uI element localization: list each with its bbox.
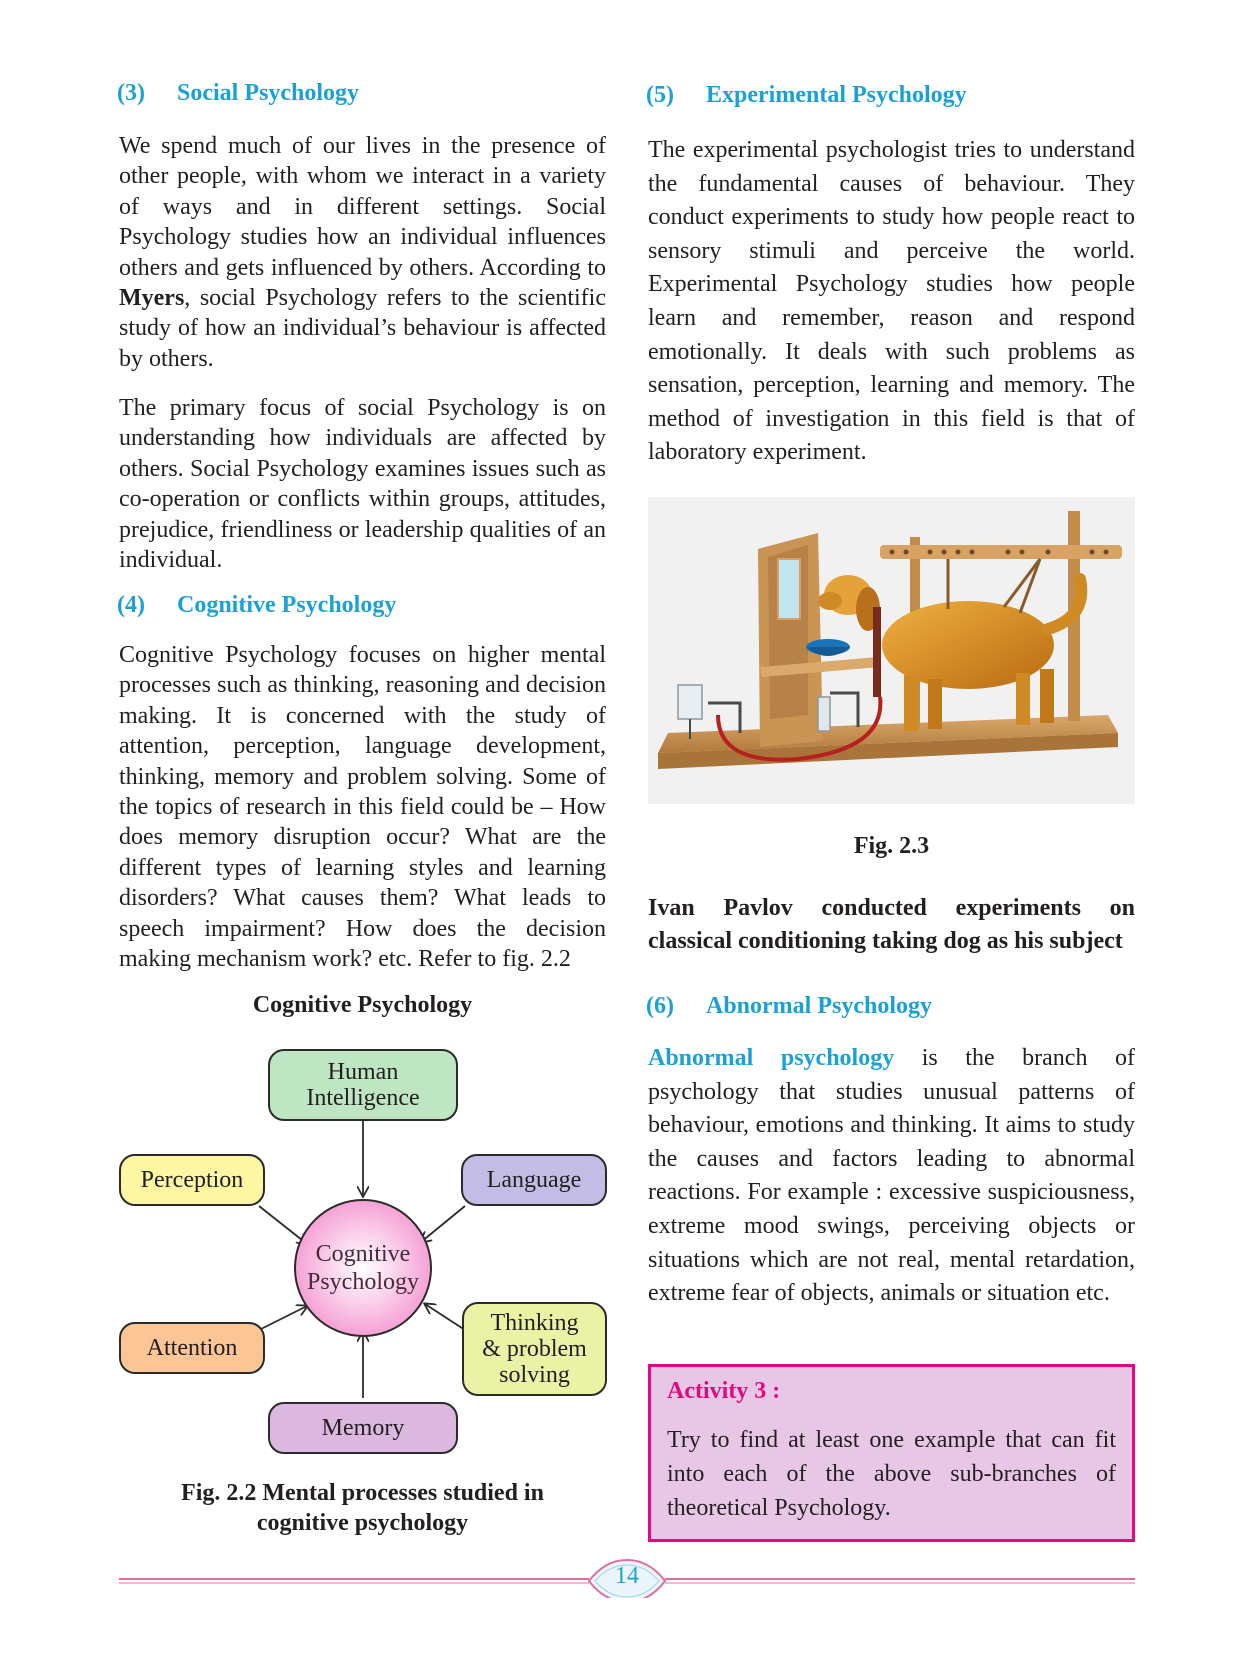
section-number: (3): [117, 80, 145, 106]
node-line: Language: [486, 1167, 582, 1193]
node-line: Memory: [321, 1415, 405, 1441]
section-number: (4): [117, 592, 145, 618]
node-thinking-problem-solving: [462, 1302, 607, 1396]
pavlov-dog-illustration: [648, 497, 1135, 804]
arrow-left-lower: [259, 1306, 307, 1330]
node-line: Thinking: [490, 1310, 579, 1336]
social-psychology-paragraph-2: The primary focus of social Psychology is on understanding how individuals are affected by others. Social Psychology examines issues such as co-operation or conflicts within groups, attitudes, prejudice, friendliness or leadership qualities of an individual.: [119, 395, 606, 574]
abnormal-psychology-heading: [646, 991, 932, 1021]
node-line: Perception: [140, 1167, 244, 1193]
node-line: Psychology: [306, 1269, 419, 1295]
text-run: is the branch of psychology that studies unusual patterns of behaviour, emotions and thinking. It aims to study the causes and factors leading to abnormal reactions. For example : excessive suspiciousness, extreme mood swings, perceiving objects or situations which are not real, mental retardation, extreme fear of objects, animals or situation etc.: [648, 1045, 1135, 1307]
caption-line: cognitive psychology: [256, 1510, 469, 1536]
node-cognitive-psychology-center: [294, 1199, 432, 1337]
experimental-psychology-heading: [646, 80, 967, 110]
experimental-psychology-paragraph: The experimental psychologist tries to understand the fundamental causes of behaviour. They conduct experiments to study how people react to sensory stimuli and perceive the world. Experimental Psychology studies how people learn and remember, reason and respond emotionally. It deals with such problems as sensation, perception, learning and memory. The method of investigation in this field is that of laboratory experiment.: [648, 137, 1135, 466]
page-footer: [119, 1558, 1135, 1598]
node-line: Cognitive: [315, 1241, 411, 1267]
page-number: 14: [615, 1563, 639, 1589]
social-psychology-paragraph-1: [119, 131, 606, 374]
cognitive-psychology-paragraph: Cognitive Psychology focuses on higher mental processes such as thinking, reasoning and decision making. It is concerned with the study of attention, perception, language development, thinking, memory and problem solving. Some of the topics of research in this field could be – How does memory disruption occur? What are the different types of learning styles and learning disorders? What causes them? What leads to speech impairment? How does the decision making mechanism work? etc. Refer to fig. 2.2: [119, 642, 606, 973]
node-line: Intelligence: [306, 1085, 420, 1111]
node-memory: [268, 1402, 458, 1454]
caption-line: Fig. 2.2 Mental processes studied in: [181, 1480, 544, 1506]
cognitive-psychology-heading: [117, 590, 396, 620]
node-line: & problem: [482, 1336, 587, 1362]
node-line: Human: [327, 1059, 399, 1085]
pavlov-line-2: classical conditioning taking dog as his subject: [648, 928, 1123, 954]
text-run: , social Psychology refers to the scientific study of how an individual’s behaviour is affected by others.: [119, 285, 606, 372]
pavlov-line-1: Ivan Pavlov conducted experiments on: [648, 895, 1135, 921]
node-language: [461, 1154, 607, 1206]
arrow-right-lower: [425, 1304, 465, 1330]
pavlov-illustration-drawing: [648, 497, 1135, 804]
node-line: solving: [499, 1362, 570, 1388]
activity-box: [648, 1364, 1135, 1542]
abnormal-psychology-term: Abnormal psychology: [648, 1045, 895, 1071]
diagram-caption: [119, 1478, 606, 1538]
section-number: (5): [646, 82, 674, 108]
activity-text: Try to find at least one example that can fit into each of the above sub-branches of theoretical Psychology.: [667, 1427, 1116, 1521]
section-title: Abnormal Psychology: [706, 993, 933, 1019]
node-perception: [119, 1154, 265, 1206]
section-title: Experimental Psychology: [706, 82, 967, 108]
social-psychology-heading: [117, 78, 359, 108]
activity-title: Activity 3 :: [667, 1378, 781, 1404]
node-human-intelligence: [268, 1049, 458, 1121]
diagram-title: Cognitive Psychology: [252, 992, 473, 1018]
pavlov-caption: [648, 892, 1135, 958]
section-title: Social Psychology: [177, 80, 360, 106]
abnormal-psychology-paragraph: [648, 1042, 1135, 1311]
section-number: (6): [646, 993, 674, 1019]
figure-2-3-caption: Fig. 2.3: [853, 833, 930, 859]
myers-bold: Myers: [119, 285, 185, 312]
arrow-right-upper: [421, 1206, 465, 1242]
node-line: Attention: [146, 1335, 238, 1361]
text-run: We spend much of our lives in the presence of other people, with whom we interact in a variety of ways and in different settings. Social Psychology studies how an individual influences others and gets influenced by others. According to: [119, 133, 606, 281]
node-attention: [119, 1322, 265, 1374]
section-title: Cognitive Psychology: [177, 592, 397, 618]
